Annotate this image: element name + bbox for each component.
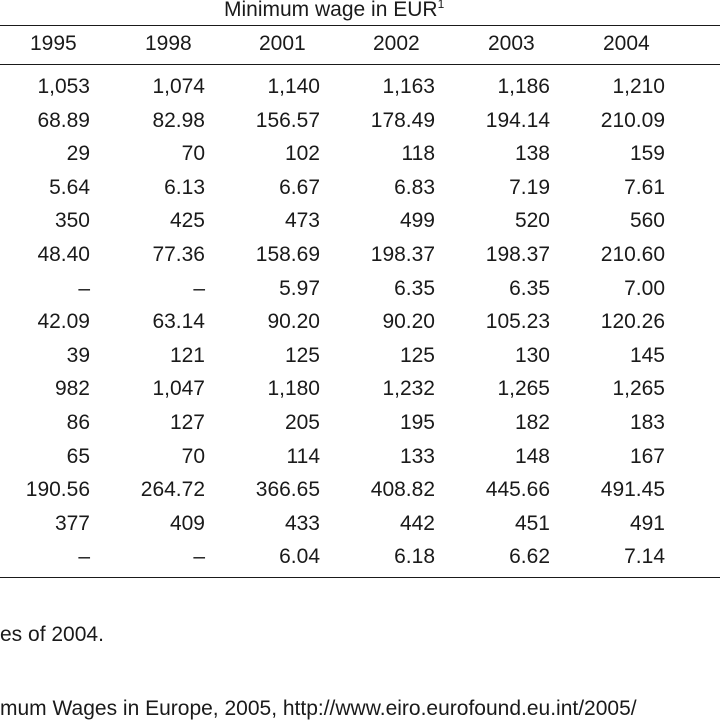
table-row bbox=[0, 204, 720, 238]
table-cell: 442 bbox=[399, 511, 435, 535]
table-row bbox=[0, 104, 720, 138]
table-row bbox=[0, 540, 720, 574]
table-cell: 1,186 bbox=[497, 75, 550, 98]
table-cell: 194.14 bbox=[485, 108, 550, 132]
table-cell: 198.37 bbox=[370, 243, 435, 266]
table-cell: 1,074 bbox=[152, 75, 205, 98]
table-cell: 86 bbox=[66, 411, 90, 434]
table-row bbox=[0, 70, 720, 104]
table-cell: 48.40 bbox=[37, 243, 90, 266]
table-row bbox=[0, 406, 720, 440]
year-header: 1998 bbox=[145, 32, 192, 55]
table-cell: 70 bbox=[181, 142, 205, 166]
table-cell: 499 bbox=[399, 209, 435, 233]
table-cell: 114 bbox=[286, 444, 320, 468]
table-cell: 6.04 bbox=[279, 545, 320, 569]
caption-text bbox=[224, 0, 444, 22]
table-cell: 183 bbox=[629, 411, 665, 434]
table-cell: 178.49 bbox=[370, 108, 435, 132]
table-cell: 1,265 bbox=[497, 377, 550, 401]
table-cell: – bbox=[78, 276, 90, 300]
table-row bbox=[0, 305, 720, 339]
table-cell: 409 bbox=[169, 511, 205, 535]
table-cell: 29 bbox=[66, 142, 90, 166]
table-cell: 408.82 bbox=[370, 478, 435, 502]
table-row bbox=[0, 171, 720, 205]
table-cell: 491 bbox=[629, 511, 665, 535]
table-row bbox=[0, 440, 720, 474]
table-row bbox=[0, 507, 720, 541]
table-cell: 145 bbox=[629, 343, 665, 367]
table-cell: 473 bbox=[284, 209, 320, 233]
table-cell: 190.56 bbox=[25, 478, 90, 502]
table-cell: – bbox=[193, 276, 205, 300]
table-cell: 120.26 bbox=[600, 310, 665, 334]
table-cell: 7.14 bbox=[624, 545, 665, 569]
table-cell: 42.09 bbox=[37, 310, 90, 334]
table-cell: 350 bbox=[54, 209, 90, 233]
table-cell: 1,140 bbox=[267, 75, 320, 98]
year-header-row bbox=[0, 30, 720, 58]
table-cell: 6.35 bbox=[394, 276, 435, 300]
table-cell: 1,232 bbox=[382, 377, 435, 401]
table-cell: 198.37 bbox=[485, 243, 550, 266]
table-cell: 445.66 bbox=[485, 478, 550, 502]
year-header: 2001 bbox=[259, 32, 306, 55]
caption-label: Minimum wage in EUR bbox=[224, 0, 438, 21]
year-header: 2002 bbox=[373, 32, 420, 55]
table-cell: 121 bbox=[169, 343, 205, 367]
table-cell: 90.20 bbox=[382, 310, 435, 334]
table-cell: 1,265 bbox=[612, 377, 665, 401]
table-cell: 65 bbox=[66, 444, 90, 468]
year-header: 2003 bbox=[488, 32, 535, 55]
table-cell: 125 bbox=[399, 343, 435, 367]
table-cell: 130 bbox=[514, 343, 550, 367]
table-cell: 105.23 bbox=[485, 310, 550, 334]
table-cell: 5.64 bbox=[49, 175, 90, 199]
table-cell: 1,180 bbox=[267, 377, 320, 401]
table-cell: 102 bbox=[284, 142, 320, 166]
table-cell: 148 bbox=[514, 444, 550, 468]
caption-underline-rule bbox=[0, 25, 720, 26]
table-cell: 68.89 bbox=[37, 108, 90, 132]
year-header: 2004 bbox=[603, 32, 650, 55]
table-cell: 158.69 bbox=[255, 243, 320, 266]
table-cell: 377 bbox=[54, 511, 90, 535]
table-cell: 425 bbox=[169, 209, 205, 233]
table-cell: 138 bbox=[514, 142, 550, 166]
table-cell: 210.60 bbox=[600, 243, 665, 266]
table-cell: 264.72 bbox=[140, 478, 205, 502]
table-cell: 90.20 bbox=[267, 310, 320, 334]
table-cell: 982 bbox=[54, 377, 90, 401]
table-cell: 6.83 bbox=[394, 175, 435, 199]
table-cell: 156.57 bbox=[255, 108, 320, 132]
table-cell: 7.00 bbox=[624, 276, 665, 300]
table-cell: 210.09 bbox=[600, 108, 665, 132]
table-cell: 39 bbox=[66, 343, 90, 367]
table-cell: 82.98 bbox=[152, 108, 205, 132]
table-cell: 118 bbox=[401, 142, 435, 166]
table-row bbox=[0, 339, 720, 373]
year-header: 1995 bbox=[30, 32, 77, 55]
table-cell: 491.45 bbox=[600, 478, 665, 502]
header-bottom-rule bbox=[0, 64, 720, 65]
table-cell: 520 bbox=[514, 209, 550, 233]
table-cell: 6.13 bbox=[164, 175, 205, 199]
table-cell: 182 bbox=[514, 411, 550, 434]
table-cell: 1,163 bbox=[382, 75, 435, 98]
table-cell: 195 bbox=[399, 411, 435, 434]
table-row bbox=[0, 272, 720, 306]
source-text: mum Wages in Europe, 2005, http://www.eiro.eurofound.eu.int/2005/ bbox=[0, 697, 637, 720]
table-cell: 5.97 bbox=[279, 276, 320, 300]
table-cell: 125 bbox=[284, 343, 320, 367]
table-row bbox=[0, 137, 720, 171]
table-cell: 6.62 bbox=[509, 545, 550, 569]
table-cell: 133 bbox=[399, 444, 435, 468]
table-cell: 1,047 bbox=[152, 377, 205, 401]
table-cell: 1,053 bbox=[37, 75, 90, 98]
table-cell: 560 bbox=[629, 209, 665, 233]
table-cell: 159 bbox=[629, 142, 665, 166]
table-bottom-rule bbox=[0, 577, 720, 578]
table-cell: 7.61 bbox=[624, 175, 665, 199]
table-cell: 366.65 bbox=[255, 478, 320, 502]
table-cell: 6.35 bbox=[509, 276, 550, 300]
table-cell: 433 bbox=[284, 511, 320, 535]
table-cell: 77.36 bbox=[152, 243, 205, 266]
table-cell: 70 bbox=[181, 444, 205, 468]
table-cell: 205 bbox=[284, 411, 320, 434]
table-cell: 6.18 bbox=[394, 545, 435, 569]
table-caption bbox=[0, 0, 720, 24]
table-cell: 127 bbox=[169, 411, 205, 434]
table-cell: 6.67 bbox=[279, 175, 320, 199]
table-row bbox=[0, 473, 720, 507]
table-row bbox=[0, 372, 720, 406]
footnote-text: es of 2004. bbox=[0, 623, 104, 646]
table-cell: 63.14 bbox=[152, 310, 205, 334]
table-cell: – bbox=[78, 545, 90, 569]
table-cell: 451 bbox=[514, 511, 550, 535]
table-row bbox=[0, 238, 720, 272]
table-cell: – bbox=[193, 545, 205, 569]
caption-footnote-marker: 1 bbox=[437, 0, 445, 11]
table-cell: 7.19 bbox=[509, 175, 550, 199]
table-cell: 167 bbox=[629, 444, 665, 468]
table-cell: 1,210 bbox=[612, 75, 665, 98]
